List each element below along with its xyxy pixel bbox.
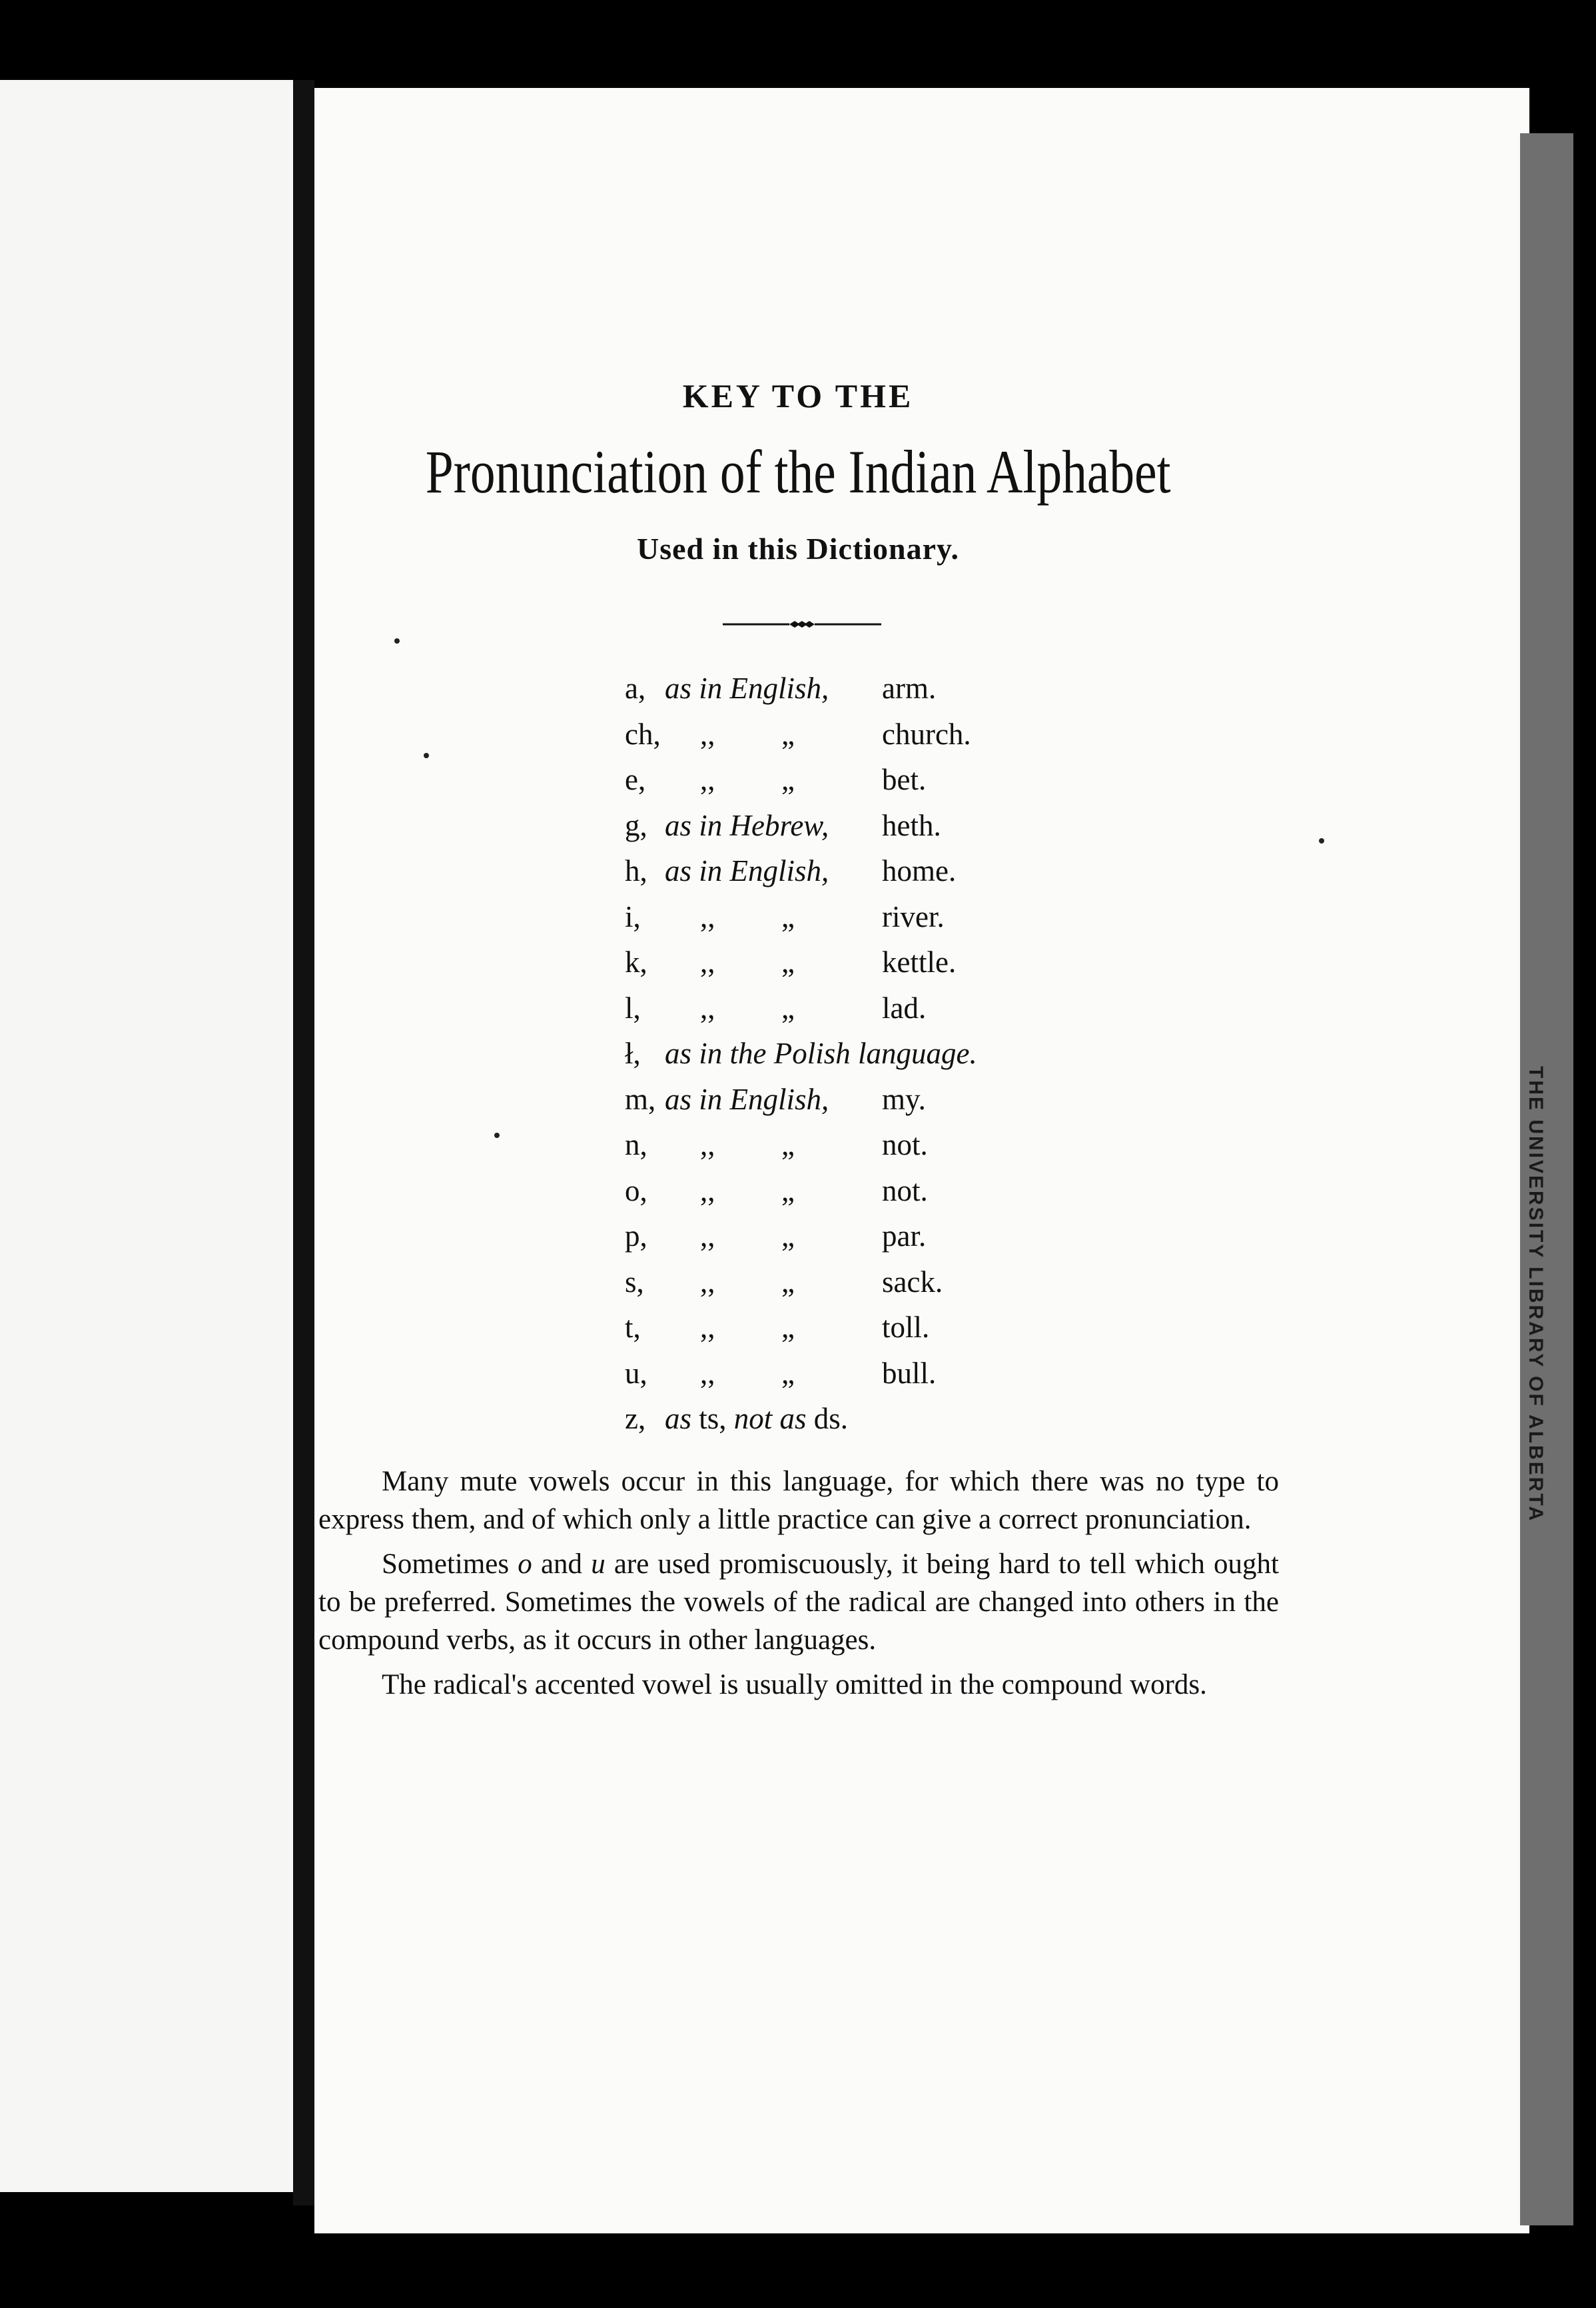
paragraph-mute-vowels: Many mute vowels occur in this language, for which there was no type to express them, and of which only a little practice can give a correct pronunciation. bbox=[318, 1466, 1279, 1535]
ditto-mark: ,, bbox=[700, 717, 715, 751]
paragraph-accented-vowel: The radical's accented vowel is usually omitted in the compound words. bbox=[382, 1669, 1207, 1700]
key-description-part: not as bbox=[733, 1402, 807, 1435]
paragraph-text: Sometimes bbox=[382, 1548, 518, 1580]
key-description-part: ts, bbox=[699, 1402, 727, 1435]
key-language: as in Hebrew, bbox=[665, 808, 829, 842]
ditto-mark: ,, bbox=[700, 1311, 715, 1344]
key-description-part: as bbox=[665, 1402, 692, 1435]
key-example-word: sack. bbox=[882, 1265, 943, 1299]
key-language: as in English, bbox=[665, 672, 829, 705]
ditto-mark: ,, bbox=[700, 1128, 715, 1161]
ditto-mark: „ bbox=[781, 1311, 795, 1344]
paragraph-text: and bbox=[532, 1548, 592, 1580]
ditto-mark: ,, bbox=[700, 899, 715, 933]
key-description-part: ds. bbox=[813, 1402, 849, 1435]
italic-letter-u: u bbox=[591, 1548, 605, 1580]
ditto-mark: ,, bbox=[700, 945, 715, 979]
page-subtitle: Used in this Dictionary. bbox=[636, 532, 960, 566]
key-language: as in English, bbox=[665, 854, 829, 887]
paragraph-text: are used promiscuously, it being hard to tell which ought to be preferred. Sometimes the vowels of the radical are changed into others in the compound verbs, as it occurs in other languages. bbox=[318, 1548, 1280, 1656]
ditto-mark: ,, bbox=[700, 1173, 715, 1207]
ditto-mark: ,, bbox=[700, 1356, 715, 1390]
key-example-word: kettle. bbox=[882, 945, 957, 979]
key-example-word: church. bbox=[882, 717, 971, 751]
key-letter: a, bbox=[625, 672, 646, 705]
key-example-word: bull. bbox=[882, 1356, 937, 1390]
ditto-mark: „ bbox=[781, 991, 795, 1025]
key-letter: e, bbox=[625, 763, 646, 796]
library-stamp-text: THE UNIVERSITY LIBRARY OF ALBERTA bbox=[1525, 1066, 1547, 1523]
ditto-mark: ,, bbox=[700, 991, 715, 1025]
key-letter: n, bbox=[625, 1128, 647, 1161]
ditto-mark: „ bbox=[781, 1128, 795, 1161]
key-example-word: not. bbox=[882, 1128, 928, 1161]
ditto-mark: „ bbox=[781, 717, 795, 751]
ditto-mark: „ bbox=[781, 763, 795, 796]
key-letter: z, bbox=[625, 1402, 646, 1435]
key-letter: l, bbox=[625, 991, 641, 1025]
heading-key: KEY TO THE bbox=[682, 377, 914, 414]
key-example-word: river. bbox=[882, 899, 945, 933]
key-letter: h, bbox=[625, 854, 647, 887]
ink-speck bbox=[394, 638, 400, 644]
key-letter: m, bbox=[625, 1082, 656, 1116]
key-letter: i, bbox=[625, 899, 641, 933]
key-example-word: toll. bbox=[882, 1311, 930, 1344]
ornament-divider bbox=[723, 620, 881, 629]
ink-speck bbox=[1319, 838, 1324, 844]
key-example-word: my. bbox=[882, 1082, 926, 1116]
key-letter: s, bbox=[625, 1265, 644, 1299]
key-example-word: not. bbox=[882, 1173, 928, 1207]
key-example-word: lad. bbox=[882, 991, 927, 1025]
key-language: as in English, bbox=[665, 1082, 829, 1116]
ditto-mark: „ bbox=[781, 945, 795, 979]
key-letter: ch, bbox=[625, 717, 661, 751]
key-letter: u, bbox=[625, 1356, 647, 1390]
key-example-word: bet. bbox=[882, 763, 927, 796]
ink-speck bbox=[494, 1133, 500, 1138]
key-letter: t, bbox=[625, 1311, 641, 1344]
key-letter: p, bbox=[625, 1219, 647, 1253]
key-example-word: heth. bbox=[882, 808, 941, 842]
ditto-mark: „ bbox=[781, 1219, 795, 1253]
key-example-word: par. bbox=[882, 1219, 927, 1253]
key-example-word: arm. bbox=[882, 672, 937, 705]
page-title-text: Pronunciation of the Indian Alphabet bbox=[425, 438, 1171, 506]
ditto-mark: ,, bbox=[700, 1265, 715, 1299]
notes-text bbox=[318, 1462, 1279, 1710]
ditto-mark: „ bbox=[781, 1173, 795, 1207]
ditto-mark: ,, bbox=[700, 1219, 715, 1253]
ink-speck bbox=[424, 753, 429, 758]
ditto-mark: „ bbox=[781, 899, 795, 933]
ditto-mark: „ bbox=[781, 1356, 795, 1390]
italic-letter-o: o bbox=[518, 1548, 532, 1580]
key-letter: k, bbox=[625, 945, 647, 979]
page-title bbox=[0, 436, 1596, 507]
ditto-mark: ,, bbox=[700, 763, 715, 796]
key-letter: g, bbox=[625, 808, 647, 842]
key-letter: o, bbox=[625, 1173, 647, 1207]
key-example-word: home. bbox=[882, 854, 957, 887]
key-letter: ł, bbox=[625, 1037, 641, 1070]
key-description: as in the Polish language. bbox=[665, 1037, 977, 1070]
key-description bbox=[665, 1401, 848, 1436]
ditto-mark: „ bbox=[781, 1265, 795, 1299]
paragraph-vowels-o-u bbox=[318, 1545, 1279, 1659]
